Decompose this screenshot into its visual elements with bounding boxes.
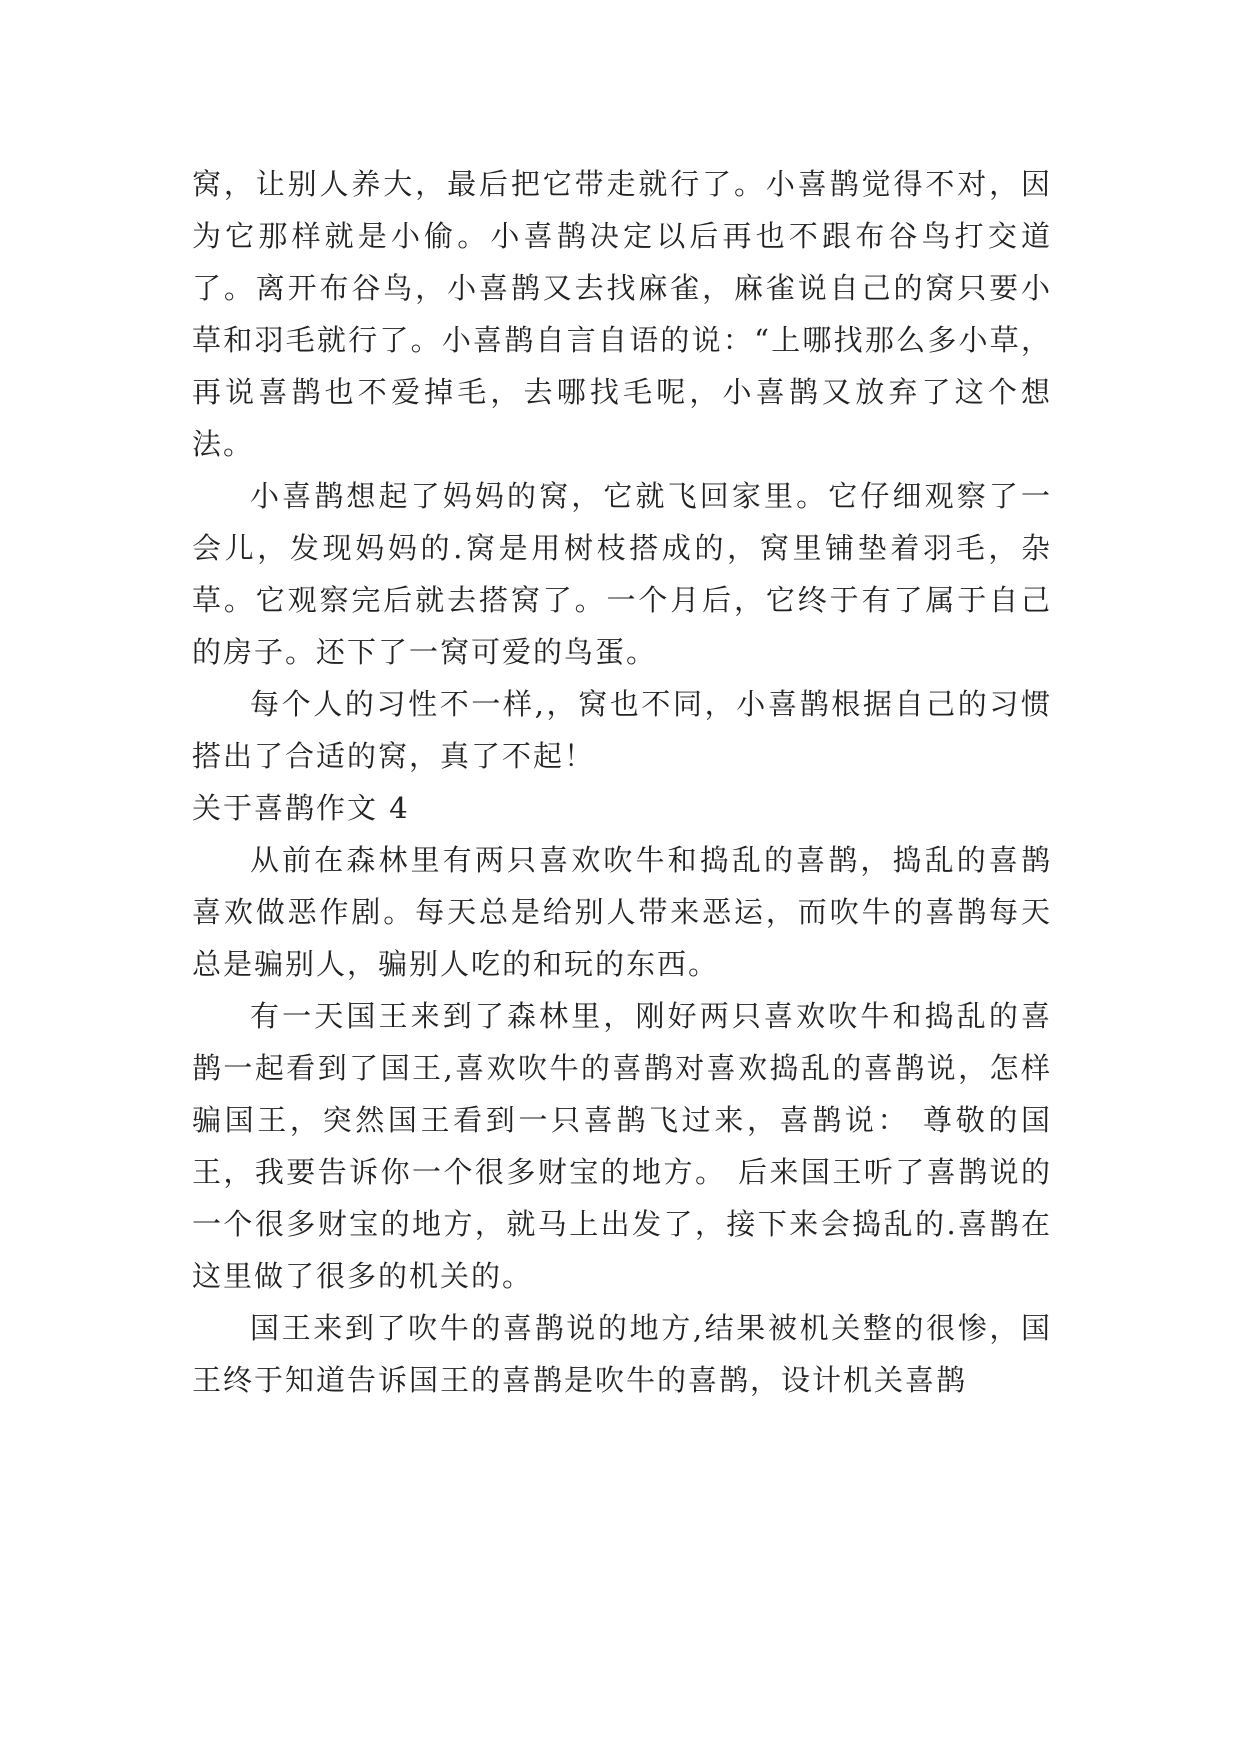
- paragraph: 国王来到了吹牛的喜鹊说的地方,结果被机关整的很惨，国王终于知道告诉国王的喜鹊是吹牛的喜鹊，设计机关喜鹊: [192, 1311, 1052, 1397]
- section-heading: 关于喜鹊作文 4: [192, 791, 410, 825]
- paragraph: 从前在森林里有两只喜欢吹牛和捣乱的喜鹊，捣乱的喜鹊喜欢做恶作剧。每天总是给别人带来恶运，而吹牛的喜鹊每天总是骗别人，骗别人吃的和玩的东西。: [192, 843, 1052, 981]
- paragraph-continuation: 窝，让别人养大，最后把它带走就行了。小喜鹊觉得不对，因为它那样就是小偷。小喜鹊决定以后再也不跟布谷鸟打交道了。离开布谷鸟，小喜鹊又去找麻雀，麻雀说自己的窝只要小草和羽毛就行了。小喜鹊自言自语的说：“上哪找那么多小草，再说喜鹊也不爱掉毛，去哪找毛呢，小喜鹊又放弃了这个想法。: [192, 167, 1052, 461]
- document-body: [192, 158, 1052, 1406]
- paragraph: 小喜鹊想起了妈妈的窝，它就飞回家里。它仔细观察了一会儿，发现妈妈的.窝是用树枝搭成的，窝里铺垫着羽毛，杂草。它观察完后就去搭窝了。一个月后，它终于有了属于自己的房子。还下了一窝可爱的鸟蛋。: [192, 479, 1052, 669]
- paragraph: 有一天国王来到了森林里，刚好两只喜欢吹牛和捣乱的喜鹊一起看到了国王,喜欢吹牛的喜鹊对喜欢捣乱的喜鹊说，怎样骗国王，突然国王看到一只喜鹊飞过来，喜鹊说： 尊敬的国王，我要告诉你一个很多财宝的地方。 后来国王听了喜鹊说的一个很多财宝的地方，就马上出发了，接下来会捣乱的.喜鹊在这里做了很多的机关的。: [192, 999, 1052, 1293]
- paragraph: 每个人的习性不一样,，窝也不同，小喜鹊根据自己的习惯搭出了合适的窝，真了不起！: [192, 687, 1052, 773]
